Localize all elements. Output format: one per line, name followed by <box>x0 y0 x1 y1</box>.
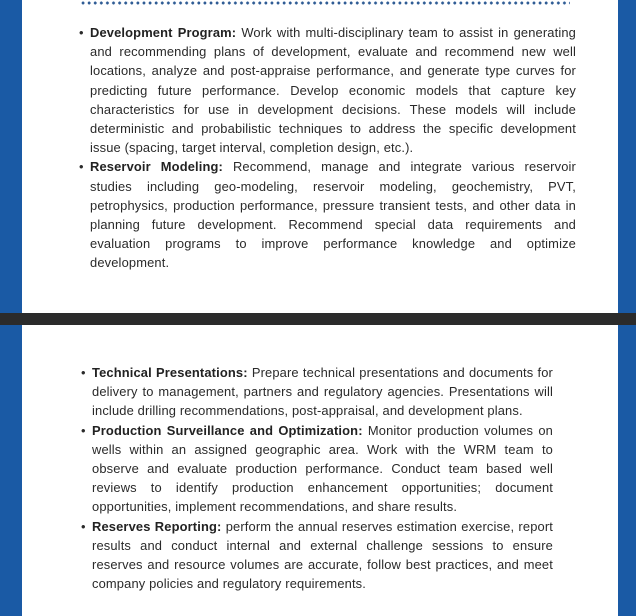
bullet-icon: • <box>79 159 84 175</box>
bullet-icon: • <box>81 422 86 438</box>
right-border-top <box>618 0 636 313</box>
item-text: perform the annual reserves estimation exercise, report results and conduct internal and external challenge sessions to ensure reserves and resource volumes are accurate, follow best practices, and meet company policies and regulatory requirements. <box>92 518 554 592</box>
list-item <box>81 421 553 517</box>
dotted-separator <box>80 0 570 6</box>
item-title: Reservoir Modeling: <box>90 159 223 175</box>
item-title: Technical Presentations: <box>92 365 248 380</box>
right-border-bottom <box>618 325 636 616</box>
list-item <box>79 157 576 272</box>
item-title: Development Program: <box>90 25 237 40</box>
list-item <box>81 517 554 594</box>
bullet-icon: • <box>79 25 84 40</box>
item-text: Recommend, manage and integrate various reservoir studies including geo-modeling, reservoir modeling, geochemistry, PVT, petrophysics, production performance, pressure transient tests, and other data in planning future development. Recommend special data requirements and evaluation programs to improve performance knowledge and optimize development. <box>90 159 576 271</box>
responsibilities-list-2 <box>81 363 554 593</box>
left-border-bottom <box>0 325 22 616</box>
list-item <box>79 23 576 157</box>
bullet-icon: • <box>81 365 86 380</box>
item-text: Work with multi-disciplinary team to assist in generating and recommending plans of development, evaluate and recommend new well locations, analyze and post-appraise performance, and generate type curves for predicting future performance. Develop economic models that capture key characteristics for use in development decisions. These models will include deterministic and probabilistic techniques to address the specific development issue (spacing, target interval, completion design, etc.). <box>90 25 576 156</box>
item-title: Production Surveillance and Optimization: <box>92 422 363 438</box>
item-text: Monitor production volumes on wells within an assigned geographic area. Work with the WRM team to observe and evaluate production performance. Conduct team based well reviews to identify production enhancement opportunities; document opportunities, implement recommendations, and share results. <box>92 422 553 515</box>
responsibilities-list-1 <box>79 23 576 273</box>
page-break-divider <box>0 313 636 325</box>
list-item <box>81 363 554 421</box>
item-title: Reserves Reporting: <box>92 518 222 534</box>
bullet-icon: • <box>81 518 86 534</box>
left-border-top <box>0 0 22 313</box>
item-text: Prepare technical presentations and documents for delivery to management, partners and regulatory agencies. Presentations will include drilling recommendations, post-appraisal, and development plans. <box>92 365 554 419</box>
